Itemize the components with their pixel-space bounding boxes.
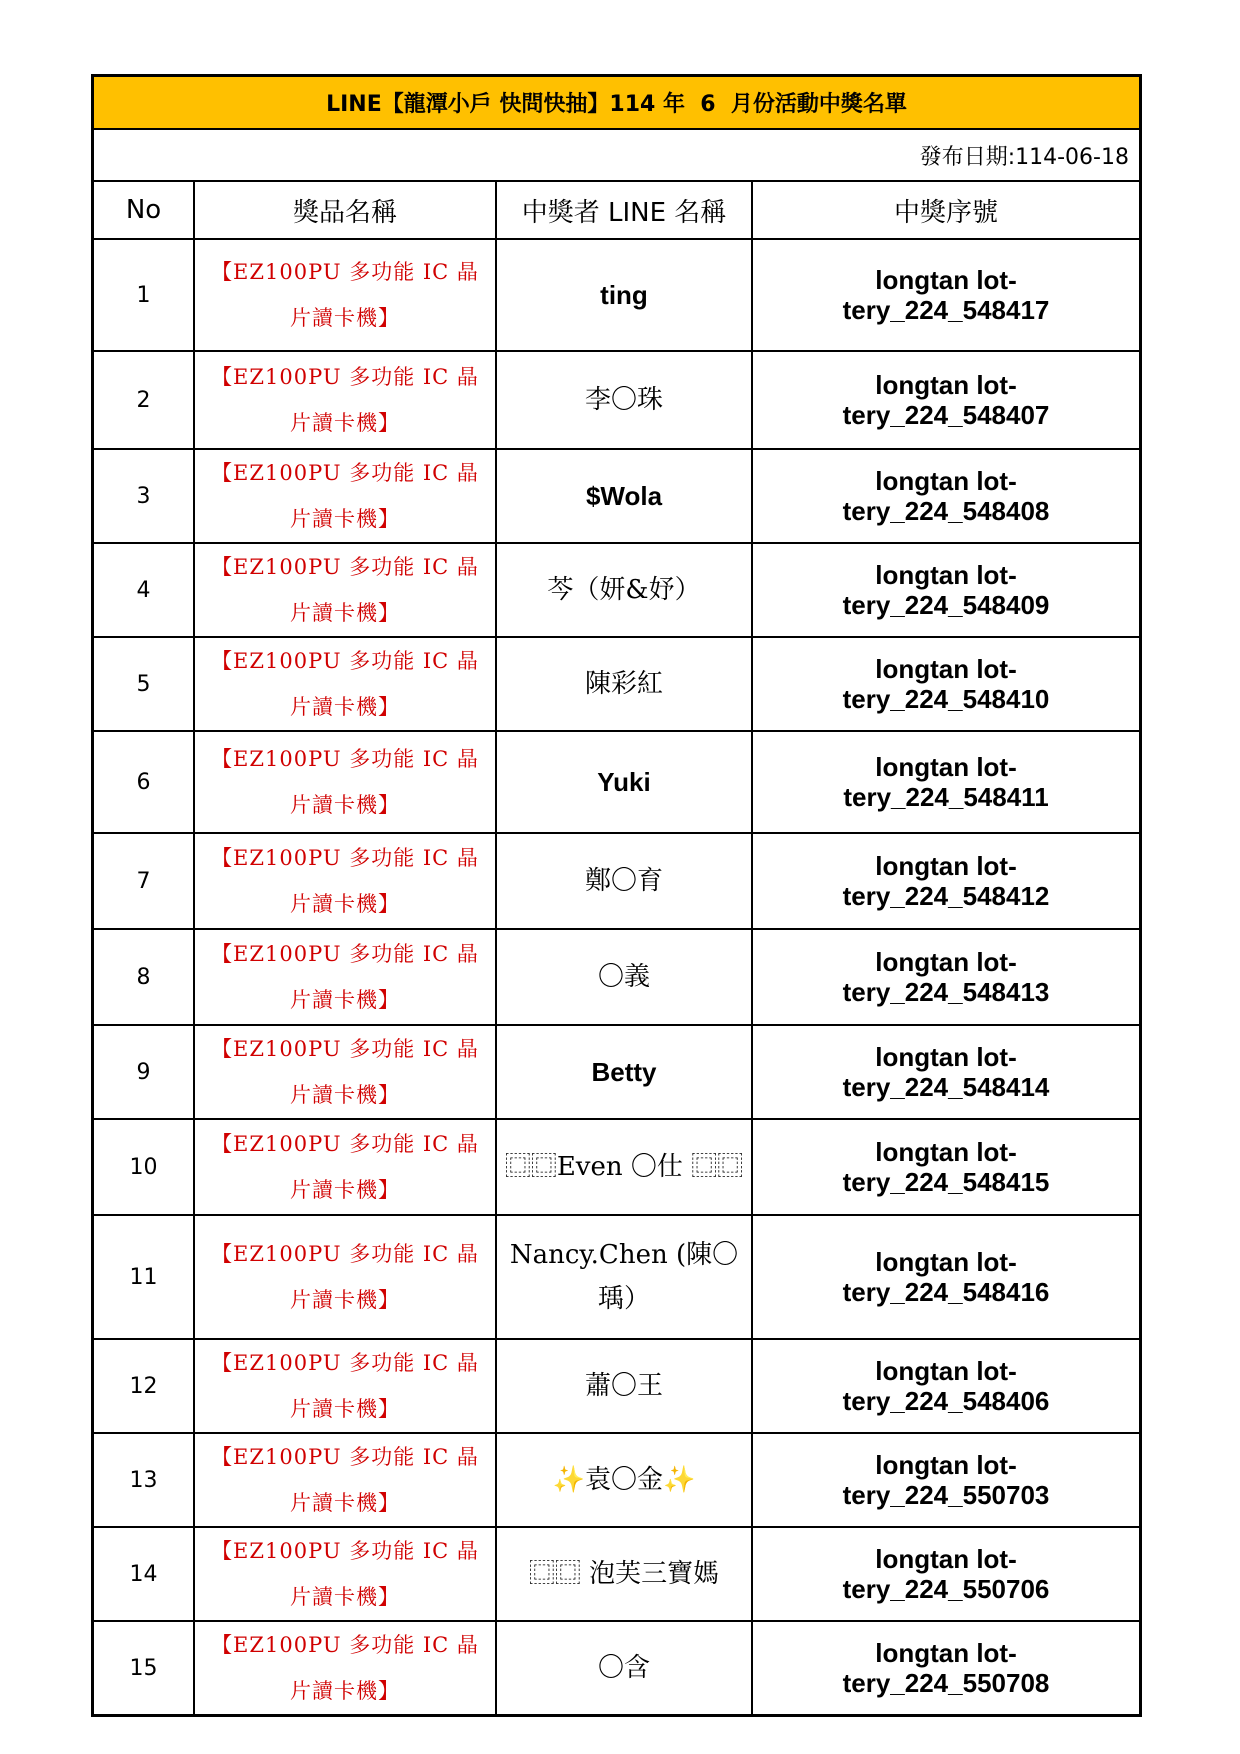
prize-line-1: 【EZ100PU 多功能 IC 晶 [211,1445,479,1469]
table-row [94,929,1139,1025]
serial-line-1: longtan lot- [875,1356,1017,1386]
cell-serial [752,543,1139,637]
cell-serial [752,1433,1139,1527]
cell-no: 3 [94,449,194,543]
cell-no: 8 [94,929,194,1025]
cell-prize [194,239,496,351]
prize-line-2: 片讀卡機】 [290,1178,400,1202]
serial-line-2: tery_224_548408 [842,496,1050,526]
cell-prize [194,351,496,449]
prize-line-1: 【EZ100PU 多功能 IC 晶 [211,461,479,485]
cell-no: 12 [94,1339,194,1433]
serial-line-1: longtan lot- [875,560,1017,590]
prize-line-2: 片讀卡機】 [290,306,400,330]
cell-no: 1 [94,239,194,351]
page-title: LINE【龍潭小戶 快問快抽】114 年 6 月份活動中獎名單 [94,77,1139,130]
cell-no: 10 [94,1119,194,1215]
prize-line-2: 片讀卡機】 [290,892,400,916]
table-row [94,1339,1139,1433]
serial-line-2: tery_224_548413 [842,977,1050,1007]
prize-line-2: 片讀卡機】 [290,411,400,435]
cell-prize [194,929,496,1025]
serial-line-2: tery_224_548412 [842,881,1050,911]
table-row [94,1119,1139,1215]
cell-winner: 〇義 [496,929,752,1025]
table-row [94,637,1139,731]
header-winner: 中獎者 LINE 名稱 [496,182,752,239]
cell-prize [194,543,496,637]
cell-no: 9 [94,1025,194,1119]
cell-winner: 陳彩紅 [496,637,752,731]
serial-line-2: tery_224_548417 [842,295,1050,325]
cell-no: 4 [94,543,194,637]
cell-prize [194,731,496,833]
serial-line-1: longtan lot- [875,851,1017,881]
cell-winner: 蕭〇王 [496,1339,752,1433]
serial-line-1: longtan lot- [875,752,1017,782]
prize-line-1: 【EZ100PU 多功能 IC 晶 [211,1351,479,1375]
cell-serial [752,833,1139,929]
serial-line-1: longtan lot- [875,1247,1017,1277]
cell-serial [752,637,1139,731]
cell-prize [194,637,496,731]
cell-serial [752,1215,1139,1339]
prize-line-1: 【EZ100PU 多功能 IC 晶 [211,555,479,579]
prize-line-1: 【EZ100PU 多功能 IC 晶 [211,846,479,870]
cell-serial [752,1339,1139,1433]
table-row [94,449,1139,543]
prize-line-1: 【EZ100PU 多功能 IC 晶 [211,747,479,771]
prize-line-1: 【EZ100PU 多功能 IC 晶 [211,1539,479,1563]
cell-prize [194,1215,496,1339]
cell-winner: ting [496,239,752,351]
serial-line-1: longtan lot- [875,654,1017,684]
publish-date: 發布日期:114-06-18 [94,130,1139,182]
cell-serial [752,1119,1139,1215]
table-row [94,1433,1139,1527]
serial-line-1: longtan lot- [875,1042,1017,1072]
cell-serial [752,351,1139,449]
cell-no: 5 [94,637,194,731]
cell-prize [194,1433,496,1527]
serial-line-2: tery_224_550703 [842,1480,1050,1510]
cell-winner: 鄭〇育 [496,833,752,929]
prize-line-1: 【EZ100PU 多功能 IC 晶 [211,1037,479,1061]
cell-no: 6 [94,731,194,833]
cell-prize [194,449,496,543]
cell-winner: Betty [496,1025,752,1119]
cell-no: 15 [94,1621,194,1714]
cell-no: 7 [94,833,194,929]
prize-line-2: 片讀卡機】 [290,1397,400,1421]
cell-serial [752,1527,1139,1621]
prize-line-1: 【EZ100PU 多功能 IC 晶 [211,1132,479,1156]
prize-line-2: 片讀卡機】 [290,601,400,625]
cell-serial [752,239,1139,351]
prize-line-2: 片讀卡機】 [290,507,400,531]
serial-line-1: longtan lot- [875,466,1017,496]
serial-line-1: longtan lot- [875,370,1017,400]
prize-line-2: 片讀卡機】 [290,695,400,719]
prize-line-2: 片讀卡機】 [290,1288,400,1312]
prize-line-1: 【EZ100PU 多功能 IC 晶 [211,1633,479,1657]
cell-serial [752,449,1139,543]
serial-line-1: longtan lot- [875,1450,1017,1480]
cell-no: 14 [94,1527,194,1621]
prize-line-2: 片讀卡機】 [290,1083,400,1107]
table-row [94,731,1139,833]
cell-winner: Nancy.Chen (陳〇瑀） [496,1215,752,1339]
cell-winner: 芩（妍&妤） [496,543,752,637]
prize-line-1: 【EZ100PU 多功能 IC 晶 [211,942,479,966]
serial-line-2: tery_224_548407 [842,400,1050,430]
serial-line-2: tery_224_550706 [842,1574,1050,1604]
cell-winner: $Wola [496,449,752,543]
prize-line-1: 【EZ100PU 多功能 IC 晶 [211,1242,479,1266]
header-no: No [94,182,194,239]
serial-line-2: tery_224_548414 [842,1072,1050,1102]
table-row [94,1527,1139,1621]
table-row [94,1215,1139,1339]
cell-winner: 〇含 [496,1621,752,1714]
header-serial: 中獎序號 [752,182,1139,239]
cell-serial [752,1025,1139,1119]
prize-line-1: 【EZ100PU 多功能 IC 晶 [211,365,479,389]
prize-line-1: 【EZ100PU 多功能 IC 晶 [211,260,479,284]
serial-line-1: longtan lot- [875,1638,1017,1668]
serial-line-2: tery_224_548411 [843,782,1049,812]
cell-serial [752,1621,1139,1714]
table-row [94,1025,1139,1119]
serial-line-2: tery_224_550708 [842,1668,1050,1698]
cell-winner: Yuki [496,731,752,833]
serial-line-1: longtan lot- [875,265,1017,295]
cell-no: 13 [94,1433,194,1527]
serial-line-1: longtan lot- [875,947,1017,977]
cell-serial [752,929,1139,1025]
table-header-row [94,182,1139,239]
cell-no: 2 [94,351,194,449]
prize-line-2: 片讀卡機】 [290,793,400,817]
winners-table [94,182,1139,1714]
prize-line-2: 片讀卡機】 [290,988,400,1012]
serial-line-1: longtan lot- [875,1544,1017,1574]
cell-prize [194,1119,496,1215]
cell-serial [752,731,1139,833]
winner-list-sheet [91,74,1142,1717]
table-row [94,351,1139,449]
prize-line-2: 片讀卡機】 [290,1585,400,1609]
prize-line-2: 片讀卡機】 [290,1679,400,1703]
serial-line-2: tery_224_548416 [842,1277,1050,1307]
cell-winner: ✨袁〇金✨ [496,1433,752,1527]
header-prize: 獎品名稱 [194,182,496,239]
cell-winner: 李〇珠 [496,351,752,449]
cell-prize [194,1025,496,1119]
table-row [94,1621,1139,1714]
table-row [94,239,1139,351]
prize-line-2: 片讀卡機】 [290,1491,400,1515]
cell-prize [194,1527,496,1621]
table-row [94,833,1139,929]
prize-line-1: 【EZ100PU 多功能 IC 晶 [211,649,479,673]
cell-winner: ⿴⿴ 泡芙三寶媽 [496,1527,752,1621]
cell-prize [194,833,496,929]
serial-line-2: tery_224_548410 [842,684,1050,714]
serial-line-2: tery_224_548415 [842,1167,1050,1197]
serial-line-1: longtan lot- [875,1137,1017,1167]
cell-prize [194,1339,496,1433]
serial-line-2: tery_224_548406 [842,1386,1050,1416]
serial-line-2: tery_224_548409 [842,590,1050,620]
table-row [94,543,1139,637]
cell-prize [194,1621,496,1714]
cell-no: 11 [94,1215,194,1339]
cell-winner: ⿴⿴Even 〇仕 ⿴⿴ [496,1119,752,1215]
